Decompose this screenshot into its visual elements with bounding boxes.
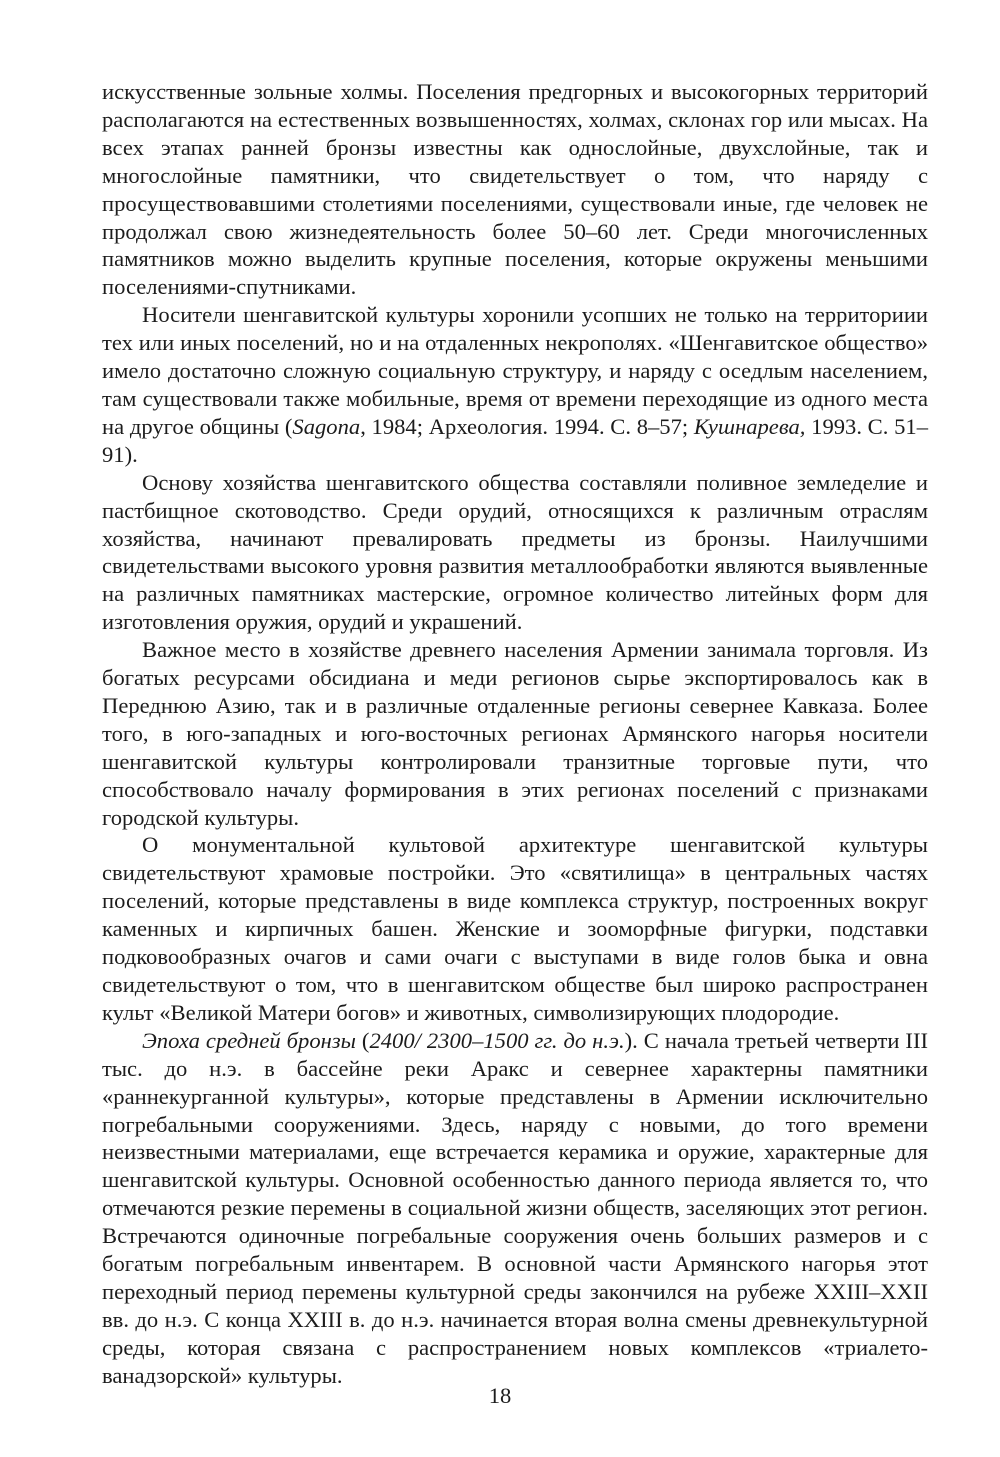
paragraph-continuation: искусственные зольные холмы. Поселения предгорных и высокогорных территорий располагаются на естественных возвышенностях, холмах, склонах гор или мысах. На всех этапах ранней бронзы известны как однослойные, двухслойные, так и многослойные памятники, что свидетельствует о том, что наряду с просуществовавшими столетиями поселениями, существовали иные, где человек не продолжал свою жизнедеятельность более 50–60 лет. Среди многочисленных памятников можно выделить крупные поселения, которые окружены меньшими поселениями-спутниками. [102, 79, 928, 300]
paragraph-architecture: О монументальной культовой архитектуре шенгавитской культуры свидетельствуют храмовые постройки. Это «святилища» в центральных частях поселений, которые представлены в виде комплекса структур, построенных вокруг каменных и кирпичных башен. Женские и зооморфные фигурки, подставки подковообразных очагов и сами очаги с выступами в виде голов быка и овна свидетельствуют о том, что в шенгавитском обществе был широко распространен культ «Великой Матери богов» и животных, символизирующих плодородие. [102, 832, 928, 1025]
citation-author: Кушнарева, [693, 413, 806, 439]
paragraph-middle-bronze [102, 1027, 928, 1390]
paragraph-burials-society [102, 301, 928, 468]
paragraph-economy: Основу хозяйства шенгавитского общества составляли поливное земледелие и пастбищное скотоводство. Среди орудий, относящихся к различным отраслям хозяйства, начинают превалировать предметы из бронзы. Наилучшими свидетельствами высокого уровня развития металлообработки являются выявленные на различных памятниках мастерские, огромное количество литейных форм для изготовления оружия, орудий и украшений. [102, 469, 928, 635]
page-body [102, 78, 928, 1390]
paragraph-text: ). С начала третьей четверти III тыс. до н.э. в бассейне реки Аракс и севернее характерны памятники «раннекурганной культуры», которые представлены в Армении исключительно погребальными сооружениями. Здесь, наряду с новыми, до того времени неизвестными материалами, еще встречается керамика и оружие, характерные для шенгавитской культуры. Основной особенностью данного периода является то, что отмечаются резкие перемены в социальной жизни обществ, заселяющих этот регион. Встречаются одиночные погребальные сооружения очень больших размеров и с богатым погребальным инвентарем. В основной части Армянского нагорья этот переходный период перемены культурной среды закончился на рубеже XXIII–XXII вв. до н.э. С конца XXIII в. до н.э. начинается вторая волна смены древнекультурной среды, которая связана с распространением новых комплексов «триалето-ванадзорской» культуры. [102, 1027, 928, 1388]
paragraph-trade: Важное место в хозяйстве древнего населения Армении занимала торговля. Из богатых ресурсами обсидиана и меди регионов сырье экспортировалось как в Переднюю Азию, так и в различные отдаленные регионы севернее Кавказа. Более того, в юго-западных и юго-восточных регионах Армянского нагорья носители шенгавитской культуры контролировали транзитные торговые пути, что способствовало началу формирования в этих регионах поселений с признаками городской культуры. [102, 637, 928, 830]
paragraph-text: Носители шенгавитской культуры хоронили усопших не только на территориии тех или иных поселений, но и на отдаленных некрополях. «Шенгавитское общество» имело достаточно сложную социальную структуру, и наряду с оседлым населением, там существовали также мобильные, время от времени переходящие из одного места на другое общины ( [102, 302, 928, 439]
paragraph-text: , 1984; Археология. 1994. С. 8–57; [360, 413, 694, 439]
date-range: 2400/ 2300–1500 гг. до н.э. [369, 1027, 625, 1053]
paragraph-text: ( [355, 1027, 370, 1053]
citation-author: Sagona [292, 413, 361, 439]
section-heading: Эпоха средней бронзы [142, 1027, 356, 1053]
paragraph-text: 1993. С. 51–91). [102, 413, 928, 467]
page-number: 18 [488, 1383, 512, 1408]
